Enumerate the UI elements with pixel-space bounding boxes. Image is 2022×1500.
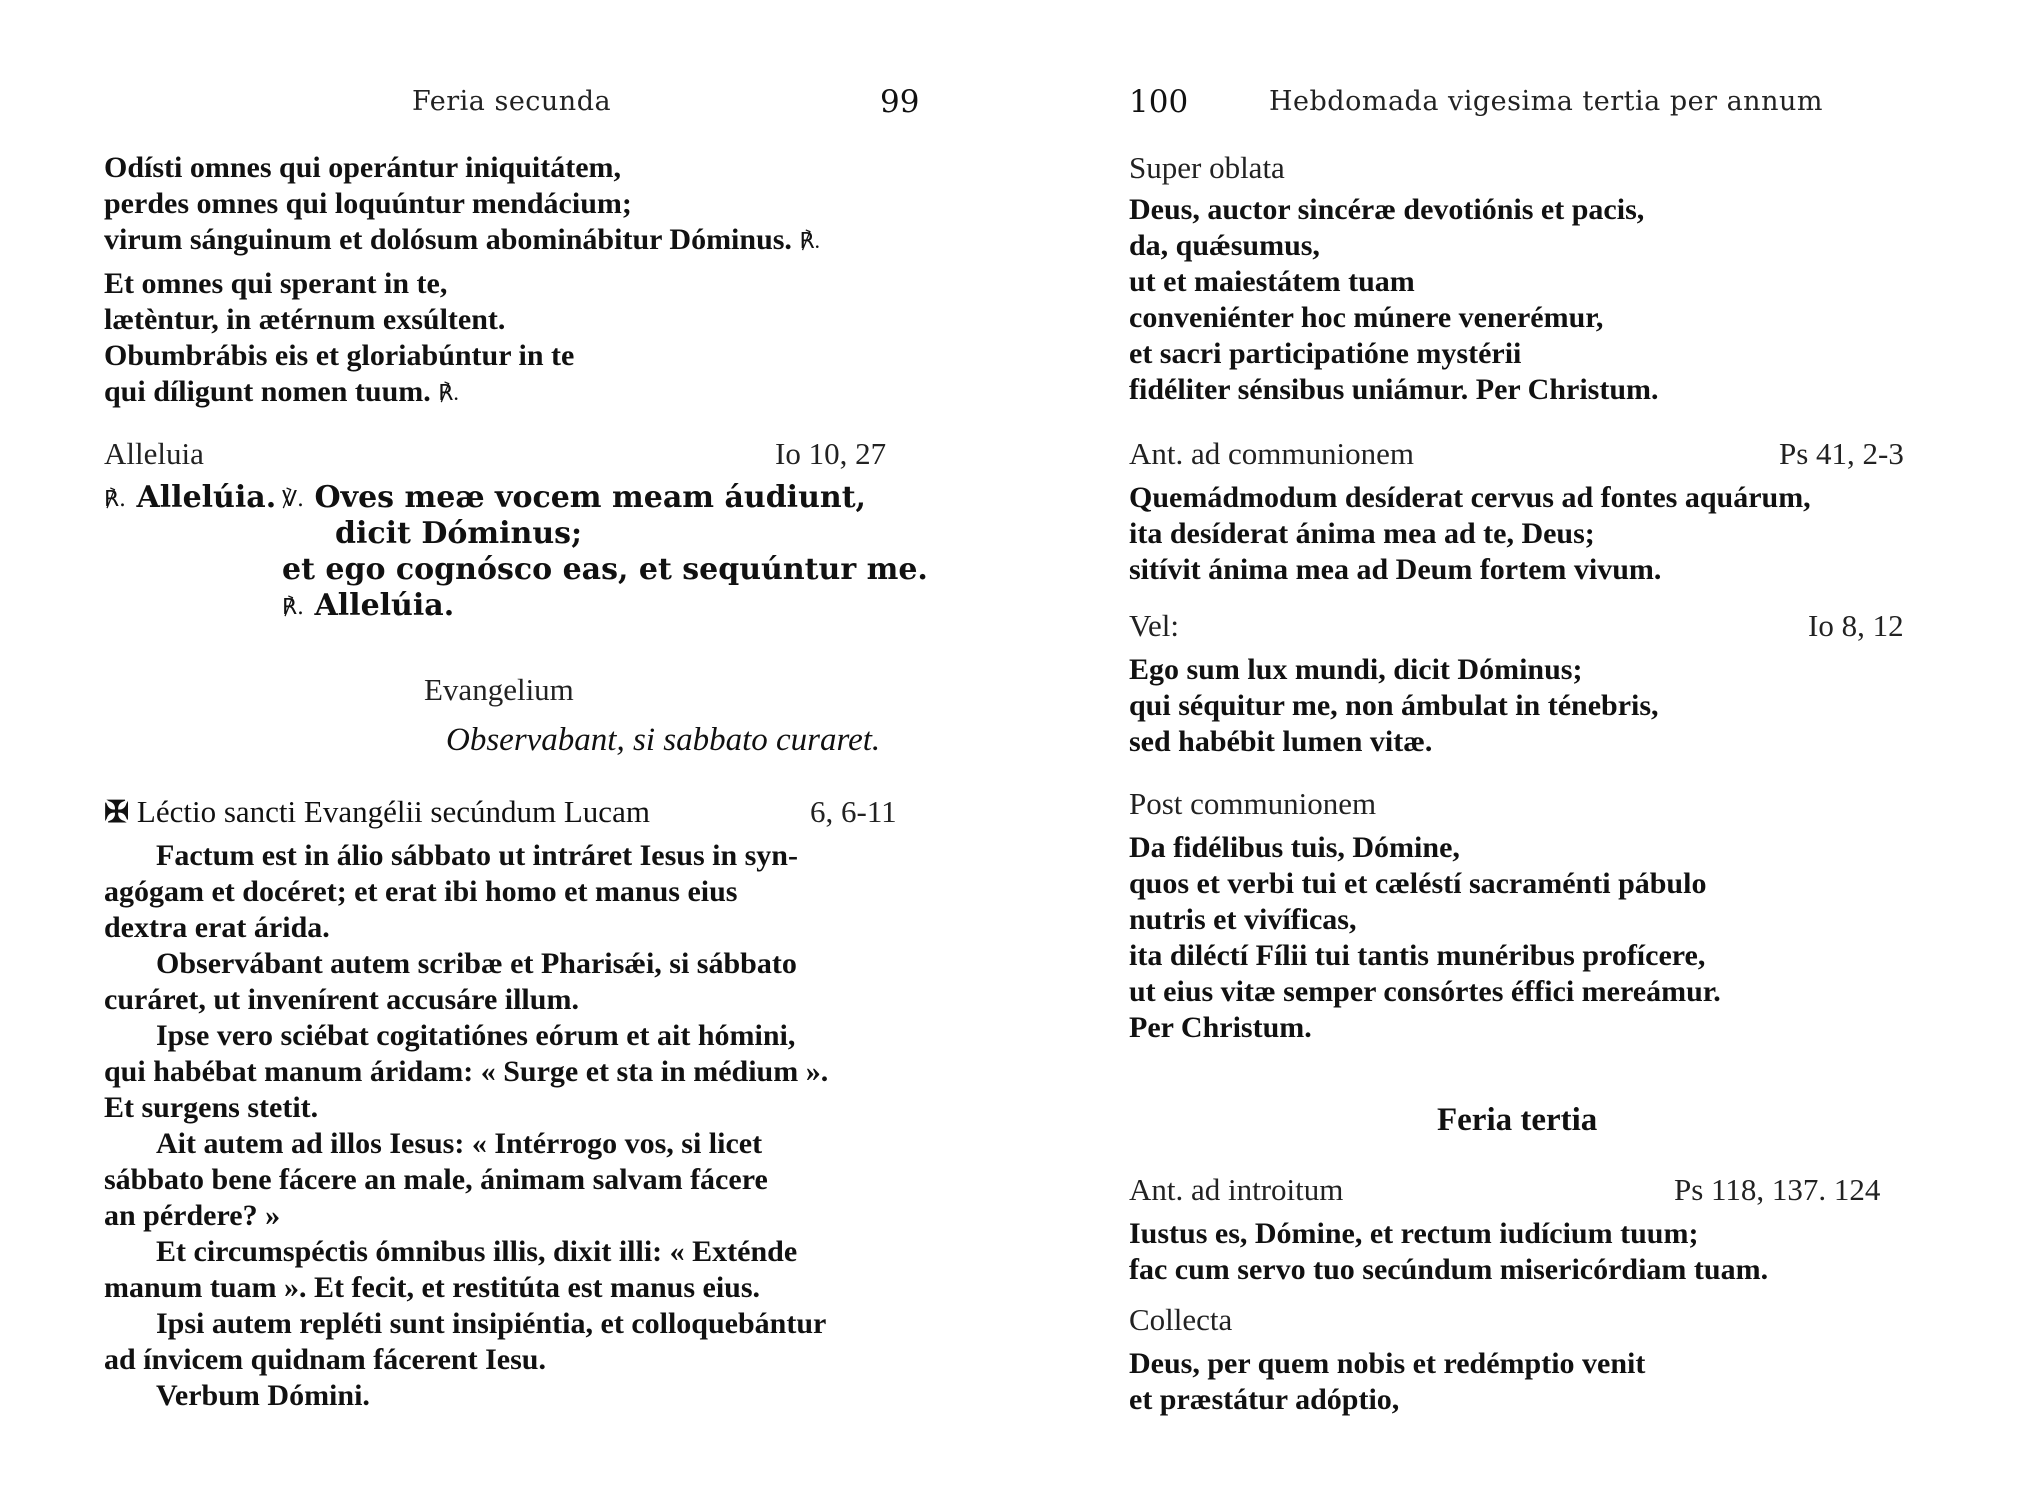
prayer-line: quos et verbi tui et cæléstí sacraménti pábulo (1129, 867, 1707, 900)
reading-line: Observábant autem scribæ et Pharisǽi, si sábbato (156, 947, 797, 980)
antiphon-line: ita desíderat ánima mea ad te, Deus; (1129, 517, 1595, 550)
introit-reference: Ps 118, 137. 124 (1674, 1172, 1881, 1207)
prayer-line: et sacri participatióne mystérii (1129, 337, 1522, 370)
communion-antiphon-label: Ant. ad communionem (1129, 436, 1414, 471)
reading-line: agógam et docéret; et erat ibi homo et manus eius (104, 875, 738, 908)
response-mark: ℟. (282, 595, 305, 620)
psalm-verse-block-1 (104, 150, 820, 259)
communion-antiphon-reference: Ps 41, 2-3 (1779, 436, 1904, 471)
prayer-line: ut eius vitæ semper consórtes éffici mereámur. (1129, 975, 1721, 1008)
reading-line: sábbato bene fácere an male, ánimam salvam fácere (104, 1163, 768, 1196)
alleluia-label: Alleluia (104, 436, 204, 471)
introit-label: Ant. ad introitum (1129, 1172, 1344, 1207)
reading-line: Ipse vero sciébat cogitatiónes eórum et ait hómini, (156, 1019, 796, 1052)
introit-text (1129, 1216, 1768, 1288)
post-communionem-text (1129, 830, 1721, 1046)
antiphon-line: Iustus es, Dómine, et rectum iudícium tuum; (1129, 1217, 1699, 1250)
psalm-line (104, 222, 820, 259)
response-mark: ℟. (438, 380, 459, 405)
reading-line: curáret, ut invenírent accusáre illum. (104, 983, 579, 1016)
reading-line: dextra erat árida. (104, 911, 330, 944)
collecta-text (1129, 1346, 1645, 1418)
gospel-reference: 6, 6-11 (810, 794, 897, 829)
psalm-line: Et omnes qui sperant in te, (104, 267, 448, 300)
prayer-line: Deus, auctor sincéræ devotiónis et pacis, (1129, 193, 1645, 226)
reading-line: Et circumspéctis ómnibus illis, dixit illi: « Exténde (156, 1235, 798, 1268)
psalm-line-text: qui díligunt nomen tuum. (104, 375, 431, 408)
vel-text (1129, 652, 1659, 760)
psalm-line (104, 374, 574, 411)
prayer-line: Deus, per quem nobis et redémptio venit (1129, 1347, 1646, 1380)
gospel-intro (104, 794, 650, 831)
reading-line: Factum est in álio sábbato ut intráret Iesus in syn- (156, 839, 798, 872)
prayer-line: Per Christum. (1129, 1011, 1312, 1044)
prayer-line: Da fidélibus tuis, Dómine, (1129, 831, 1460, 864)
alleluia-line-1 (104, 480, 276, 518)
reading-line: manum tuam ». Et fecit, et restitúta est manus eius. (104, 1271, 761, 1304)
reading-line: Ipsi autem repléti sunt insipiéntia, et colloquebántur (156, 1307, 827, 1340)
antiphon-line: Quemádmodum desíderat cervus ad fontes aquárum, (1129, 481, 1811, 514)
running-head-left: Feria secunda (412, 86, 612, 117)
reading-line: Verbum Dómini. (156, 1379, 370, 1412)
psalm-line: Odísti omnes qui operántur iniquitátem, (104, 151, 622, 184)
running-head-right: Hebdomada vigesima tertia per annum (1269, 86, 1823, 117)
prayer-line: et præstátur adóptio, (1129, 1383, 1400, 1416)
cross-icon: ✠ (104, 796, 130, 829)
right-page (1011, 0, 2022, 1500)
prayer-line: conveniénter hoc múnere venerémur, (1129, 301, 1604, 334)
alleluia-reference: Io 10, 27 (775, 436, 887, 471)
response-mark: ℟. (799, 228, 820, 253)
alleluia-line-4 (282, 588, 454, 626)
versicle-mark: ℣. (282, 487, 305, 512)
antiphon-line: sitívit ánima mea ad Deum fortem vivum. (1129, 553, 1662, 586)
psalm-line-text: virum sánguinum et dolósum abominábitur Dóminus. (104, 223, 792, 256)
psalm-line: lætèntur, in ætérnum exsúltent. (104, 303, 506, 336)
versicle-text: Oves meæ vocem meam áudiunt, (314, 480, 866, 515)
super-oblata-text (1129, 192, 1659, 408)
gospel-reading (104, 838, 918, 1414)
antiphon-line: sed habébit lumen vitæ. (1129, 725, 1433, 758)
prayer-line: da, quǽsumus, (1129, 229, 1320, 262)
gospel-subtitle: Observabant, si sabbato curaret. (446, 722, 881, 758)
prayer-line: fidéliter sénsibus uniámur. Per Christum. (1129, 373, 1659, 406)
psalm-verse-block-2 (104, 266, 574, 411)
reading-line: an pérdere? » (104, 1199, 281, 1232)
reading-line: qui habébat manum áridam: « Surge et sta in médium ». (104, 1055, 829, 1088)
gospel-title: Evangelium (424, 672, 574, 707)
vel-label: Vel: (1129, 608, 1179, 643)
page-number-right: 100 (1129, 84, 1189, 120)
psalm-line: perdes omnes qui loquúntur mendácium; (104, 187, 632, 220)
alleluia-word: Allelúia. (136, 480, 277, 515)
psalm-line: Obumbrábis eis et gloriabúntur in te (104, 339, 575, 372)
page-number-left: 99 (880, 84, 920, 120)
reading-line: Ait autem ad illos Iesus: « Intérrogo vos, si licet (156, 1127, 763, 1160)
collecta-label: Collecta (1129, 1302, 1233, 1337)
prayer-line: nutris et vivíficas, (1129, 903, 1357, 936)
antiphon-line: qui séquitur me, non ámbulat in ténebris, (1129, 689, 1659, 722)
vel-reference: Io 8, 12 (1808, 608, 1904, 643)
alleluia-versicle (282, 480, 866, 518)
antiphon-line: fac cum servo tuo secúndum misericórdiam tuam. (1129, 1253, 1769, 1286)
prayer-line: ut et maiestátem tuam (1129, 265, 1415, 298)
antiphon-line: Ego sum lux mundi, dicit Dóminus; (1129, 653, 1583, 686)
gospel-intro-text: Léctio sancti Evangélii secúndum Lucam (136, 794, 650, 829)
prayer-line: ita diléctí Fílii tui tantis munéribus profícere, (1129, 939, 1706, 972)
alleluia-word: Allelúia. (314, 588, 455, 623)
alleluia-line-2: dicit Dóminus; (335, 516, 583, 551)
alleluia-line-3: et ego cognósco eas, et sequúntur me. (282, 552, 928, 587)
feria-tertia-heading: Feria tertia (1437, 1102, 1598, 1138)
post-communionem-label: Post communionem (1129, 786, 1377, 821)
super-oblata-label: Super oblata (1129, 150, 1285, 185)
response-mark: ℟. (104, 487, 127, 512)
reading-line: ad ínvicem quidnam fácerent Iesu. (104, 1343, 546, 1376)
communion-antiphon-text (1129, 480, 1811, 588)
reading-line: Et surgens stetit. (104, 1091, 319, 1124)
